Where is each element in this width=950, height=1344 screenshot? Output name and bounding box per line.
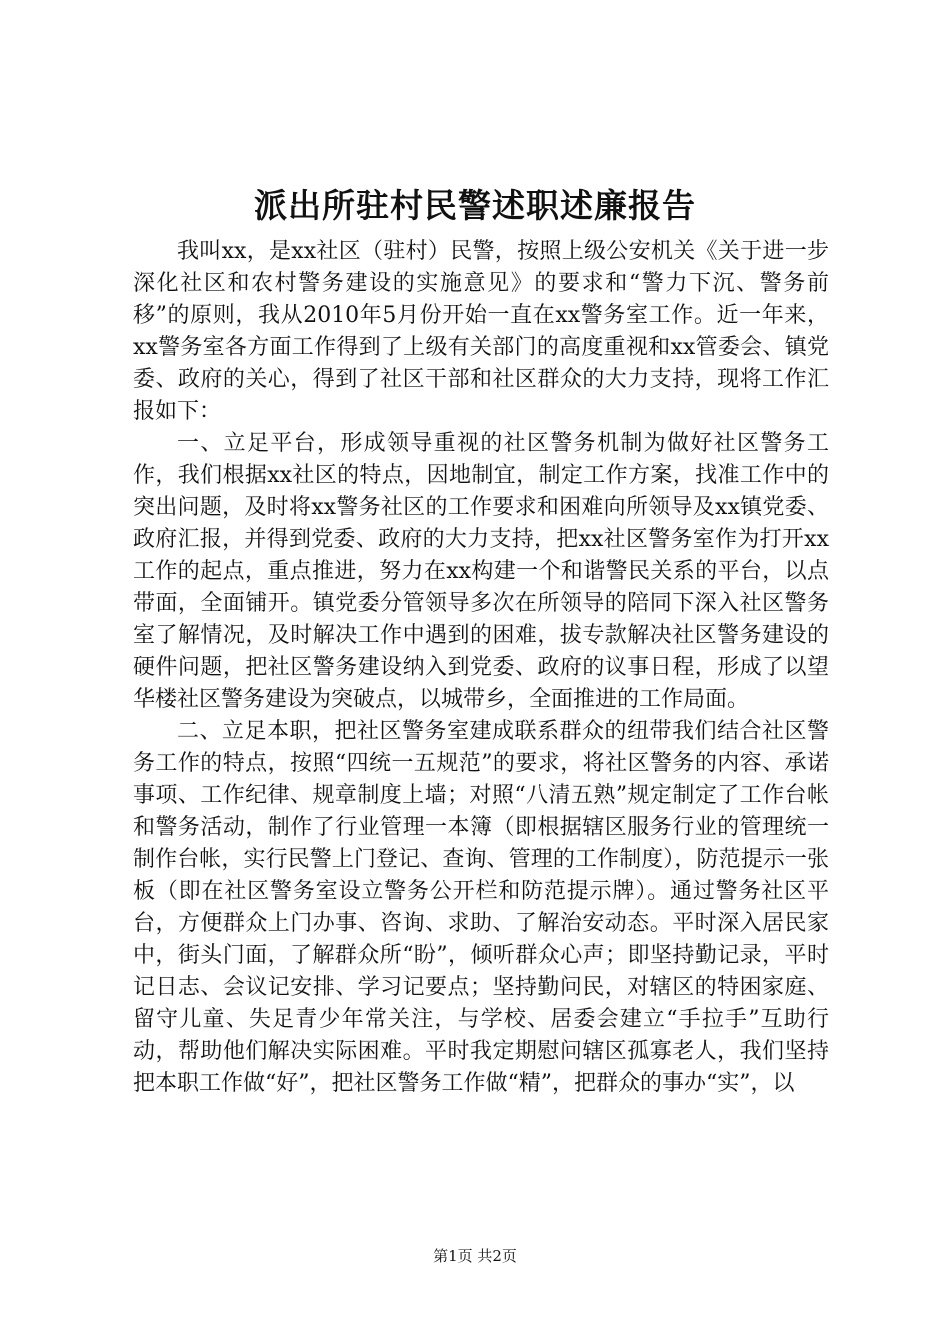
page-footer: 第1页 共2页	[433, 1247, 517, 1265]
document-body	[133, 236, 829, 1100]
paragraph-section-1: 一、立足平台，形成领导重视的社区警务机制为做好社区警务工作，我们根据xx社区的特点，因地制宜，制定工作方案，找准工作中的突出问题，及时将xx警务社区的工作要求和困难向所领导及xx镇党委、政府汇报，并得到党委、政府的大力支持，把xx社区警务室作为打开xx工作的起点，重点推进，努力在xx构建一个和谐警民关系的平台，以点带面，全面铺开。镇党委分管领导多次在所领导的陪同下深入社区警务室了解情况，及时解决工作中遇到的困难，拔专款解决社区警务建设的硬件问题，把社区警务建设纳入到党委、政府的议事日程，形成了以望华楼社区警务建设为突破点，以城带乡，全面推进的工作局面。	[133, 431, 829, 712]
paragraph-section-2: 二、立足本职，把社区警务室建成联系群众的纽带我们结合社区警务工作的特点，按照“四统一五规范”的要求，将社区警务的内容、承诺事项、工作纪律、规章制度上墙；对照“八清五熟”规定制定了工作台帐和警务活动，制作了行业管理一本簿（即根据辖区服务行业的管理统一制作台帐，实行民警上门登记、查询、管理的工作制度），防范提示一张板（即在社区警务室设立警务公开栏和防范提示牌）。通过警务社区平台，方便群众上门办事、咨询、求助、了解治安动态。平时深入居民家中，街头门面，了解群众所“盼”，倾听群众心声；即坚持勤记录，平时记日志、会议记安排、学习记要点；坚持勤问民，对辖区的特困家庭、留守儿童、失足青少年常关注，与学校、居委会建立“手拉手”互助行动，帮助他们解决实际困难。平时我定期慰问辖区孤寡老人，我们坚持把本职工作做“好”，把社区警务工作做“精”，把群众的事办“实”，以	[133, 719, 829, 1096]
document-title: 派出所驻村民警述职述廉报告	[254, 186, 696, 225]
paragraph-intro: 我叫xx，是xx社区（驻村）民警，按照上级公安机关《关于进一步深化社区和农村警务建设的实施意见》的要求和“警力下沉、警务前移”的原则，我从2010年5月份开始一直在xx警务室工作。近一年来，xx警务室各方面工作得到了上级有关部门的高度重视和xx管委会、镇党委、政府的关心，得到了社区干部和社区群众的大力支持，现将工作汇报如下：	[133, 239, 829, 424]
